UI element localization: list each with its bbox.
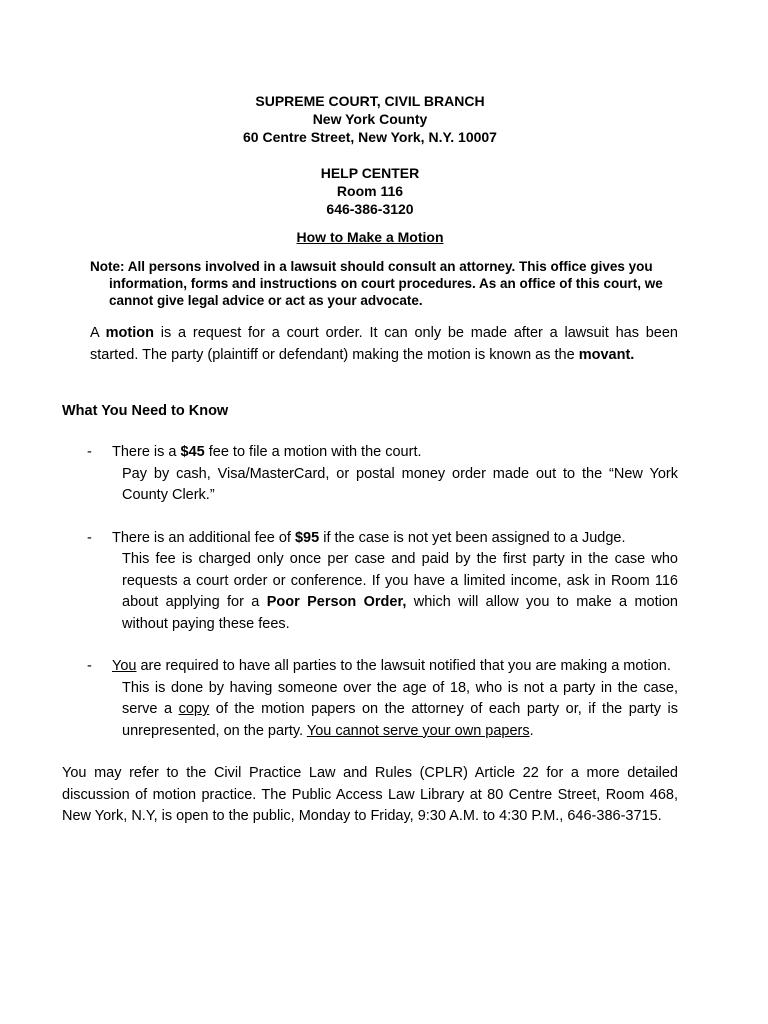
- filing-fee-text: There is a $45 fee to file a motion with the court.: [112, 444, 422, 460]
- bullet-dash: -: [87, 529, 92, 546]
- cplr-reference-paragraph: You may refer to the Civil Practice Law and Rules (CPLR) Article 22 for a more detailed discussion of motion practice. The Public Access Law Library at 80 Centre Street, Room 468, New York, N.Y, is open to the public, Monday to Friday, 9:30 A.M. to 4:30 P.M., 646-386-3715.: [62, 765, 678, 824]
- service-details: This is done by having someone over the age of 18, who is not a party in the case, serve a copy of the motion papers on the attorney of each party or, if the party is unrepresented, on the party. You cannot serve your own papers.: [122, 679, 678, 739]
- court-name: SUPREME COURT, CIVIL BRANCH: [255, 93, 485, 109]
- additional-fee-amount: $95: [294, 529, 320, 546]
- list-item-filing-fee: [62, 442, 678, 507]
- bullet-dash: -: [87, 444, 92, 460]
- list-item-additional-fee: [62, 528, 678, 636]
- motion-term: motion: [105, 325, 154, 341]
- additional-fee-details: This fee is charged only once per case and paid by the first party in the case who requests a court order or conference. If you have a limited income, ask in Room 116 about applying for a Poor Person Order, which will allow you to make a motion without paying these fees.: [122, 551, 678, 632]
- section-heading: What You Need to Know: [62, 403, 229, 419]
- document-page: [62, 92, 678, 828]
- help-center-label: HELP CENTER: [320, 165, 420, 181]
- copy-emphasis: copy: [178, 701, 210, 717]
- requirements-list: [62, 442, 678, 742]
- attorney-note: Note: All persons involved in a lawsuit should consult an attorney. This office gives you information, forms and instructions on court procedures. As an office of this court, we cannot give legal advice or act as your advocate.: [90, 259, 663, 308]
- phone-number: 646-386-3120: [326, 201, 414, 217]
- service-text: You are required to have all parties to the lawsuit notified that you are making a motion.: [112, 658, 671, 674]
- own-papers-warning: You cannot serve your own papers: [306, 722, 530, 739]
- bullet-dash: -: [87, 658, 92, 674]
- you-emphasis: You: [112, 658, 137, 674]
- movant-term: movant.: [578, 346, 635, 363]
- list-item-service: [62, 656, 678, 742]
- filing-fee-amount: $45: [180, 444, 205, 460]
- room-number: Room 116: [336, 183, 404, 199]
- poor-person-order-term: Poor Person Order,: [266, 594, 407, 610]
- additional-fee-text: There is an additional fee of $95 if the case is not yet been assigned to a Judge.: [112, 529, 626, 546]
- court-address: 60 Centre Street, New York, N.Y. 10007: [243, 129, 497, 145]
- county-name: New York County: [312, 111, 428, 127]
- intro-paragraph: A motion is a request for a court order. It can only be made after a lawsuit has been started. The party (plaintiff or defendant) making the motion is known as the movant.: [90, 325, 678, 363]
- filing-fee-payment-info: Pay by cash, Visa/MasterCard, or postal money order made out to the “New York County Clerk.”: [122, 465, 678, 503]
- page-title: How to Make a Motion: [296, 229, 444, 245]
